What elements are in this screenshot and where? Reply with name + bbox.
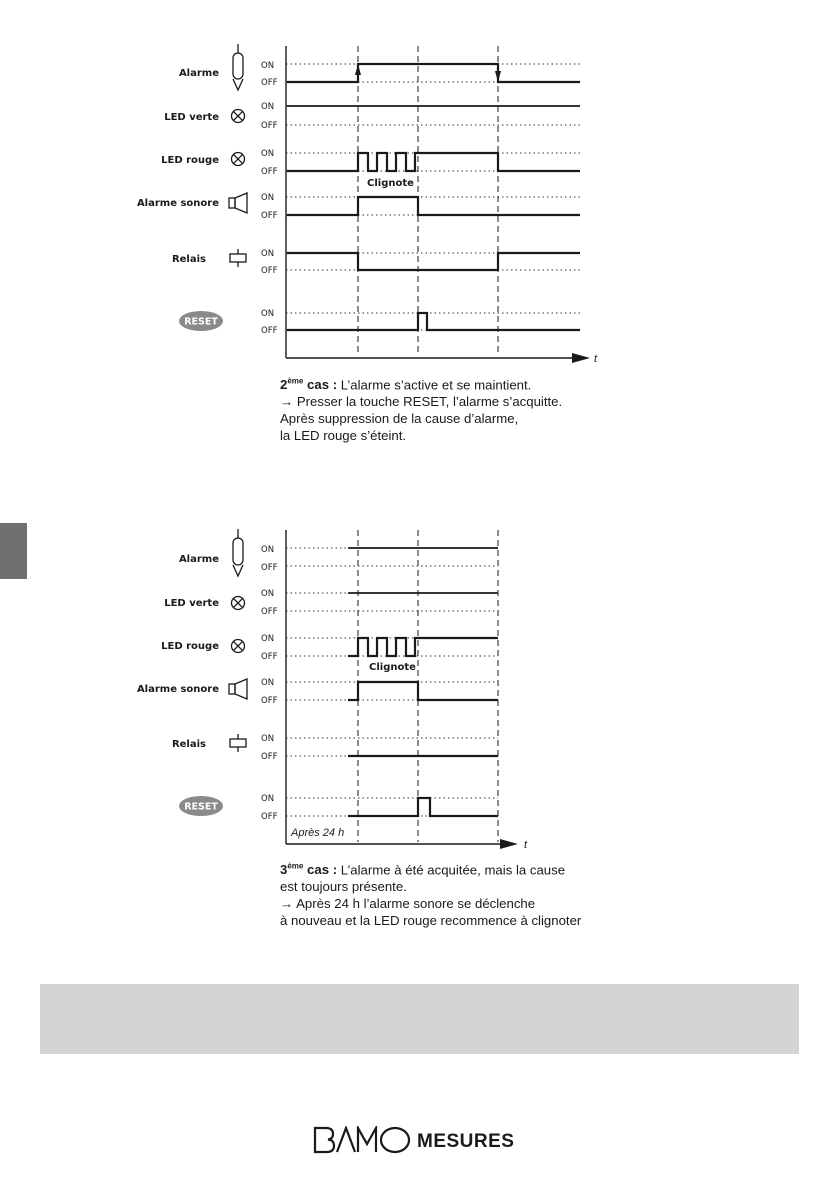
svg-text:ON: ON <box>261 545 275 555</box>
svg-text:ON: ON <box>261 193 275 203</box>
svg-text:ON: ON <box>261 734 275 744</box>
signal-label-relais: Relais <box>171 739 206 750</box>
svg-text:OFF: OFF <box>261 326 278 336</box>
signal-label-relais: Relais <box>171 254 206 265</box>
svg-text:ON: ON <box>261 309 275 319</box>
alarm-sensor-icon <box>233 529 243 576</box>
blink-label: Clignote <box>367 178 414 189</box>
signal-label-led-verte: LED verte <box>164 598 219 609</box>
alarm-sensor-icon <box>233 44 243 90</box>
case-2-caption <box>280 373 562 444</box>
svg-text:RESET: RESET <box>184 316 218 328</box>
logo-word: MESURES <box>417 1131 515 1152</box>
svg-text:OFF: OFF <box>261 696 278 706</box>
case-3-line: → Après 24 h l’alarme sonore se déclenche <box>280 896 536 912</box>
timing-diagram-case-2 <box>0 40 840 370</box>
svg-text:ON: ON <box>261 794 275 804</box>
signal-traces <box>287 64 580 330</box>
event-markers <box>358 530 498 842</box>
signal-label-alarme-sonore: Alarme sonore <box>136 198 219 209</box>
svg-text:ON: ON <box>261 634 275 644</box>
svg-text:OFF: OFF <box>261 752 278 762</box>
event-markers <box>358 46 498 356</box>
signal-label-alarme: Alarme <box>178 68 219 79</box>
svg-text:OFF: OFF <box>261 121 278 131</box>
led-green-icon <box>232 597 245 610</box>
svg-text:ON: ON <box>261 589 275 599</box>
bamo-logo-mark-icon <box>313 1126 413 1154</box>
timing-diagram-case-3 <box>0 525 840 855</box>
note-box <box>40 984 799 1054</box>
bamo-logo <box>313 1122 514 1154</box>
signal-label-led-verte: LED verte <box>164 112 219 123</box>
relay-icon <box>230 734 246 752</box>
svg-text:OFF: OFF <box>261 812 278 822</box>
svg-text:OFF: OFF <box>261 211 278 221</box>
signal-label-led-rouge: LED rouge <box>161 641 219 652</box>
svg-text:OFF: OFF <box>261 563 278 573</box>
svg-text:OFF: OFF <box>261 266 278 276</box>
led-green-icon <box>232 110 245 123</box>
state-labels <box>261 61 278 336</box>
svg-text:RESET: RESET <box>184 801 218 813</box>
case-2-heading: 2ème cas : L’alarme s’active et se maintient. <box>280 377 532 393</box>
case-3-heading: 3ème cas : L’alarme à été acquitée, mais la cause <box>280 862 566 878</box>
reset-button-icon <box>179 796 223 816</box>
svg-text:ON: ON <box>261 102 275 112</box>
time-axis-label: t <box>594 353 598 365</box>
signal-label-alarme: Alarme <box>178 554 219 565</box>
svg-text:OFF: OFF <box>261 652 278 662</box>
svg-text:ON: ON <box>261 249 275 259</box>
reference-levels <box>286 64 580 330</box>
reset-button-icon <box>179 311 223 331</box>
svg-text:OFF: OFF <box>261 607 278 617</box>
time-axis <box>286 46 598 365</box>
svg-text:ON: ON <box>261 678 275 688</box>
case-2-line: → Presser la touche RESET, l’alarme s’acquitte. <box>280 394 563 410</box>
case-2-line: Après suppression de la cause d’alarme, <box>280 411 519 427</box>
led-red-icon <box>232 640 245 653</box>
speaker-icon <box>229 193 247 213</box>
led-red-icon <box>232 153 245 166</box>
state-labels <box>261 545 278 822</box>
case-3-line: à nouveau et la LED rouge recommence à clignoter <box>280 913 582 929</box>
svg-text:OFF: OFF <box>261 167 278 177</box>
svg-text:OFF: OFF <box>261 78 278 88</box>
case-3-line: est toujours présente. <box>280 879 407 895</box>
speaker-icon <box>229 679 247 699</box>
relay-icon <box>230 249 246 267</box>
case-3-caption <box>280 858 581 929</box>
svg-text:ON: ON <box>261 61 275 71</box>
time-axis-label: t <box>524 839 528 851</box>
delay-label: Après 24 h <box>291 827 345 839</box>
signal-label-alarme-sonore: Alarme sonore <box>136 684 219 695</box>
case-2-line: la LED rouge s’éteint. <box>280 428 407 444</box>
time-axis <box>286 530 528 851</box>
blink-label: Clignote <box>369 662 416 673</box>
signal-label-led-rouge: LED rouge <box>161 155 219 166</box>
svg-text:ON: ON <box>261 149 275 159</box>
